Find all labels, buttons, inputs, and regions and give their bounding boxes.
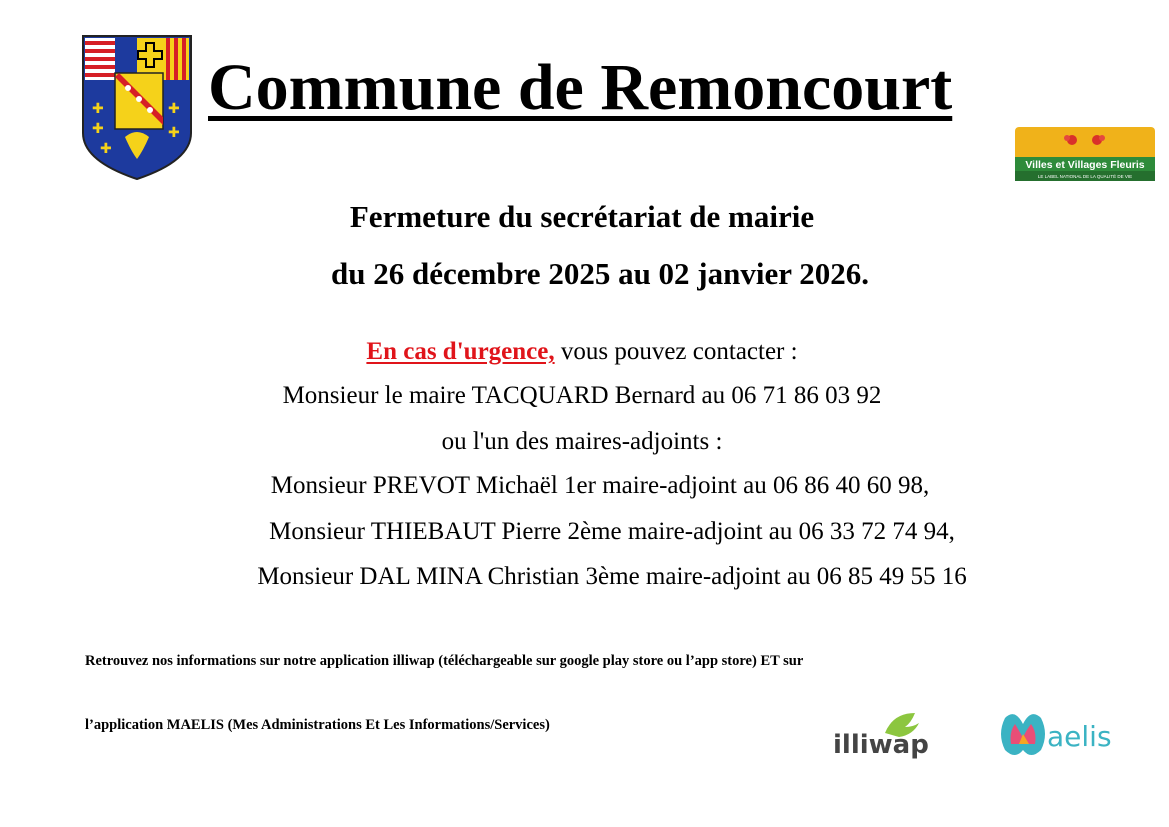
vvf-label: Villes et Villages Fleuris bbox=[1025, 159, 1145, 171]
deputies-intro: ou l'un des maires-adjoints : bbox=[441, 428, 723, 455]
urgency-label: En cas d'urgence, bbox=[366, 338, 555, 365]
maelis-logo bbox=[995, 704, 1115, 762]
closure-dates: du 26 décembre 2025 au 02 janvier 2026. bbox=[331, 256, 869, 291]
svg-text:✚: ✚ bbox=[92, 101, 104, 117]
footer-line-2: l’application MAELIS (Mes Administrations Et Les Informations/Services) bbox=[85, 717, 550, 733]
maelis-wordmark: aelis bbox=[1047, 720, 1112, 753]
svg-text:✚: ✚ bbox=[92, 121, 104, 137]
urgency-line bbox=[0, 338, 1164, 366]
mayor-contact: Monsieur le maire TACQUARD Bernard au 06 71 86 03 92 bbox=[282, 382, 882, 409]
urgency-intro: vous pouvez contacter : bbox=[554, 338, 798, 365]
villes-villages-fleuris-logo bbox=[1015, 127, 1155, 181]
page-title: Commune de Remoncourt bbox=[208, 51, 953, 124]
coat-of-arms-logo bbox=[80, 33, 194, 181]
footer-line-1: Retrouvez nos informations sur notre application illiwap (téléchargeable sur google play store ou l’app store) ET sur bbox=[85, 653, 804, 669]
closure-heading: Fermeture du secrétariat de mairie bbox=[349, 199, 815, 234]
vvf-sublabel: LE LABEL NATIONAL DE LA QUALITÉ DE VIE bbox=[1037, 174, 1133, 179]
illiwap-wordmark: illiwap bbox=[833, 730, 929, 760]
svg-text:✚: ✚ bbox=[168, 101, 180, 117]
deputy-1-contact: Monsieur PREVOT Michaël 1er maire-adjoint au 06 86 40 60 98, bbox=[270, 472, 930, 499]
svg-text:✚: ✚ bbox=[100, 141, 112, 157]
illiwap-logo bbox=[815, 707, 937, 765]
svg-text:✚: ✚ bbox=[168, 125, 180, 141]
deputy-2-contact: Monsieur THIEBAUT Pierre 2ème maire-adjoint au 06 33 72 74 94, bbox=[269, 518, 955, 545]
deputy-3-contact: Monsieur DAL MINA Christian 3ème maire-adjoint au 06 85 49 55 16 bbox=[257, 563, 967, 590]
